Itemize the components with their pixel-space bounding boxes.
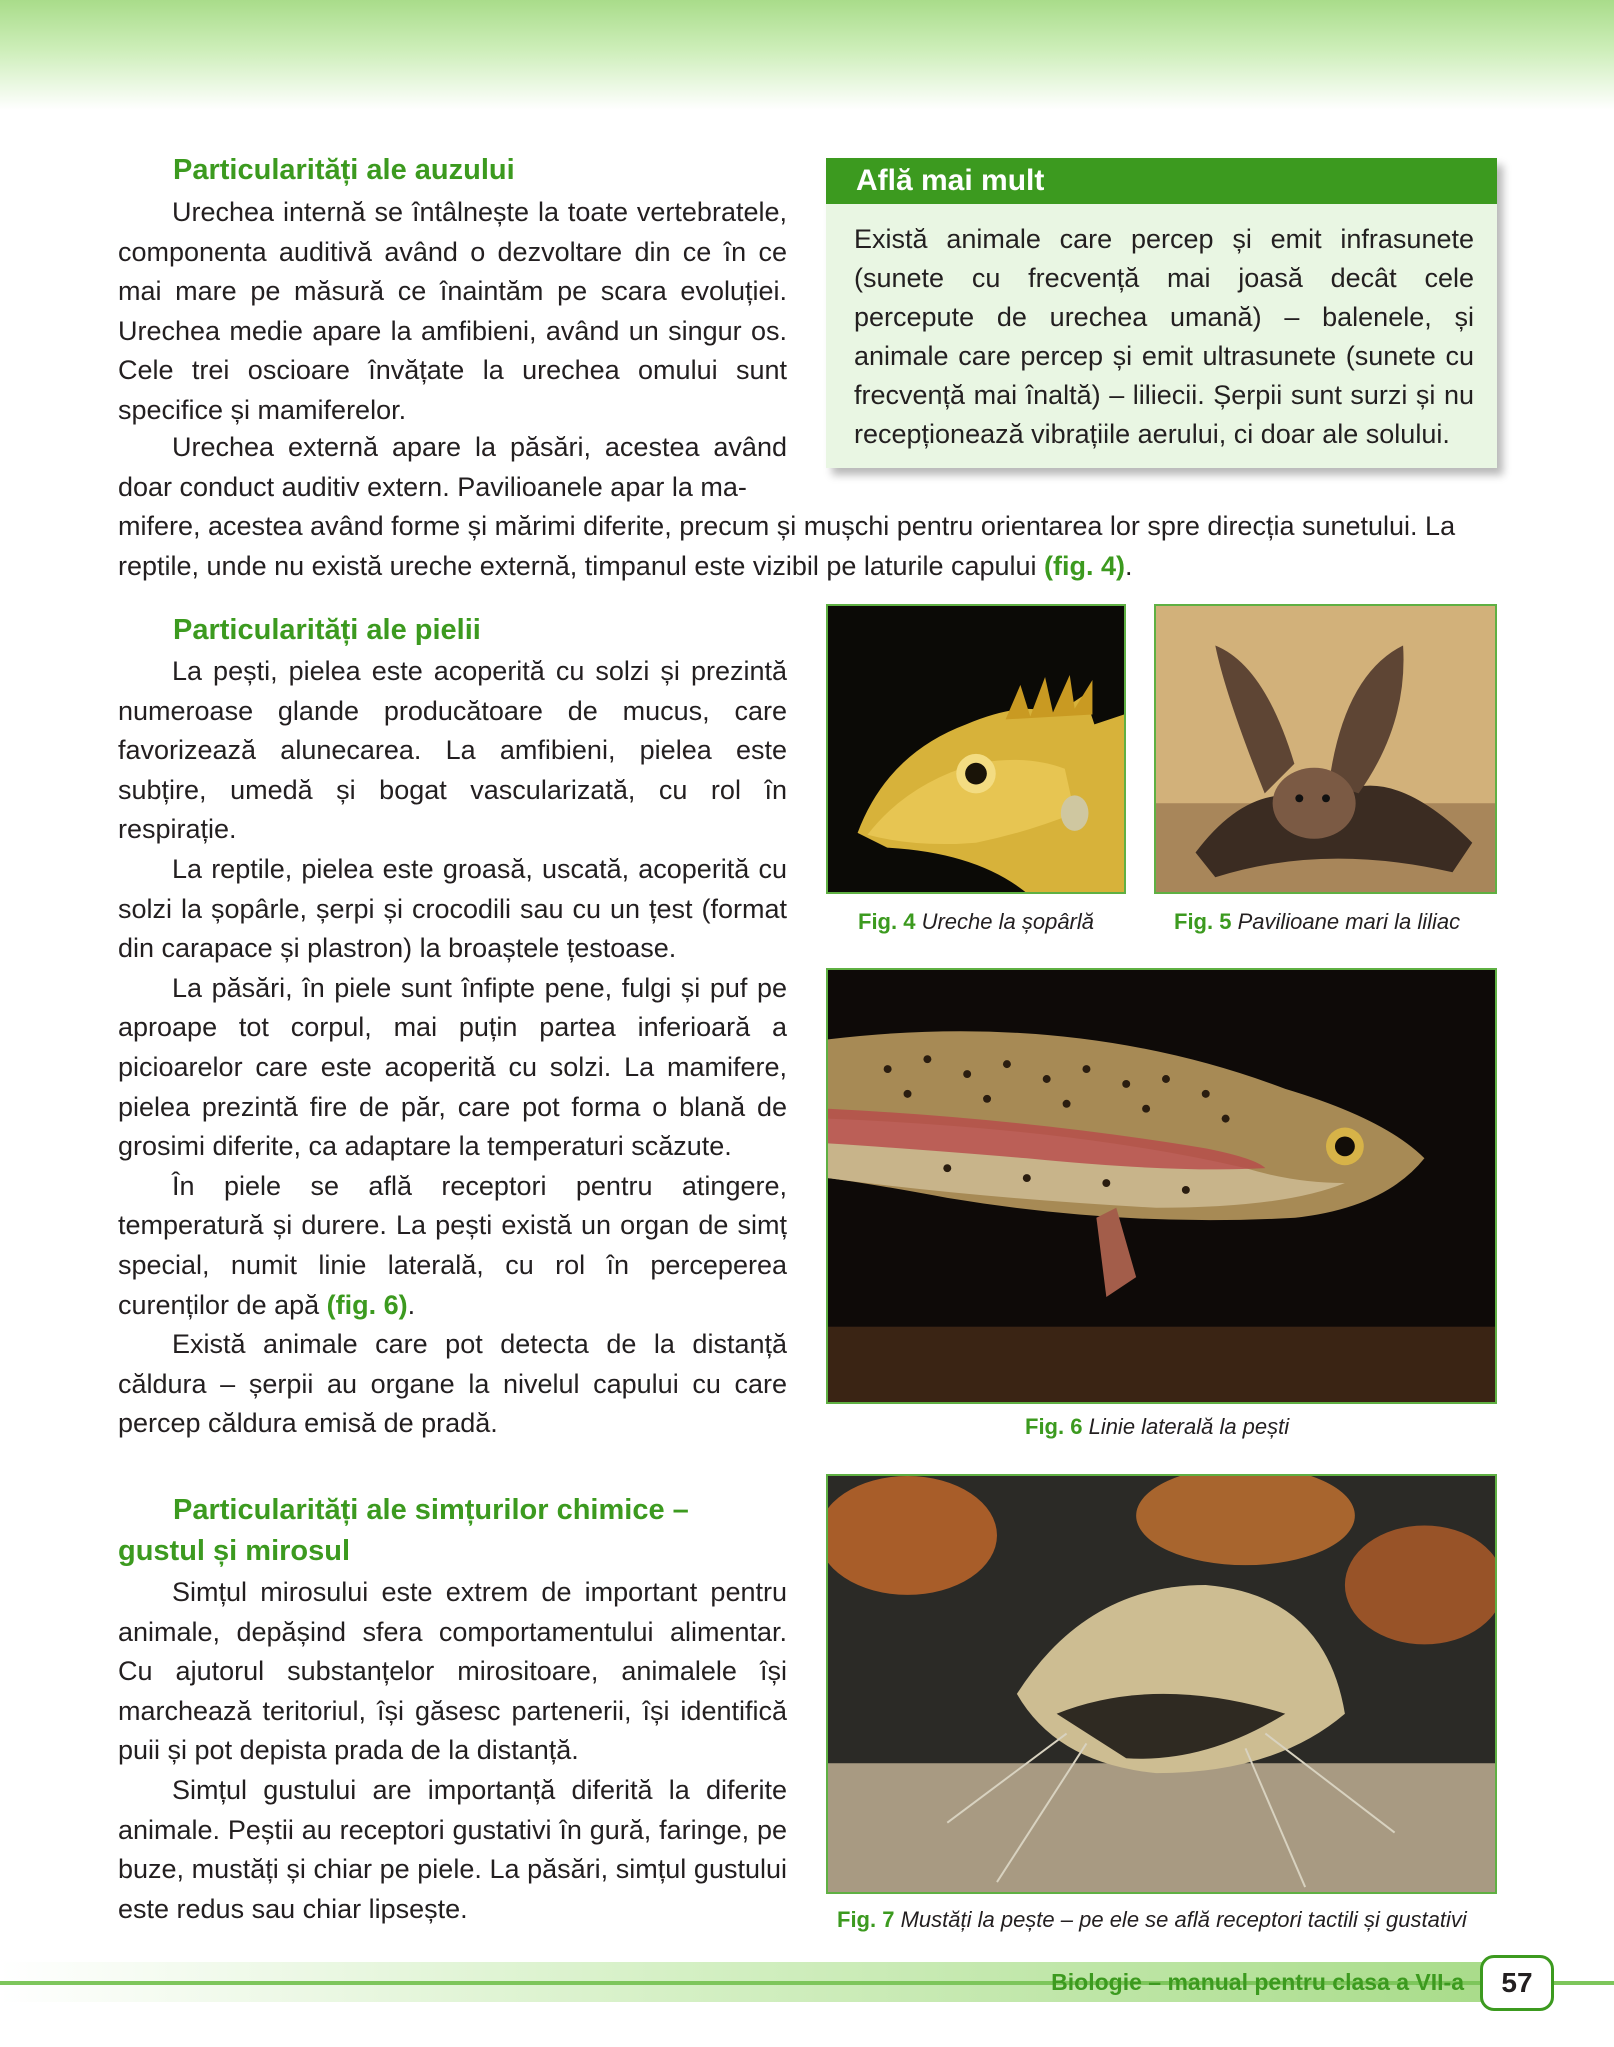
figure-5-bat-image xyxy=(1154,604,1497,894)
skin-paragraphs xyxy=(118,652,787,1444)
figure-7-caption xyxy=(837,1906,1467,1934)
bat-illustration xyxy=(1156,606,1495,892)
fig4-reference[interactable]: (fig. 4) xyxy=(1044,550,1126,581)
figure-5-caption-text: Pavilioane mari la liliac xyxy=(1237,909,1461,934)
footer-book-title: Biologie – manual pentru clasa a VII-a xyxy=(1051,1969,1464,1995)
figure-6-caption xyxy=(1025,1413,1289,1441)
section-title-chemical-line1: Particularități ale simțurilor chimice – xyxy=(173,1494,689,1526)
top-decorative-band xyxy=(0,0,1614,110)
section-title-chemical-line2: gustul și mirosul xyxy=(118,1535,351,1567)
figure-6-fish-image xyxy=(826,968,1497,1404)
hearing-text-2-end: . xyxy=(1125,550,1133,581)
hearing-text-2-part-a: Urechea externă apare la păsări, acestea având doar conduct auditiv extern. Pavilioanele apar la ma- xyxy=(118,432,787,502)
figure-4-number: Fig. 4 xyxy=(858,909,916,934)
figure-6-caption-text: Linie laterală la pești xyxy=(1088,1414,1290,1439)
trout-illustration xyxy=(828,970,1495,1402)
section-title-hearing: Particularități ale auzului xyxy=(173,154,515,186)
figure-7-catfish-image xyxy=(826,1474,1497,1894)
section-title-skin: Particularități ale pielii xyxy=(173,614,481,646)
skin-text-4 xyxy=(118,1167,787,1325)
skin-text-4-end: . xyxy=(407,1289,416,1320)
figure-7-caption-text: Mustăți la pește – pe ele se află receptori tactili și gustativi xyxy=(900,1907,1467,1932)
hearing-text-1: Urechea internă se întâlnește la toate vertebratele, componenta auditivă având o dezvoltare din ce în ce mai mare pe măsură ce înaintăm pe scara evoluției. Urechea medie apare la amfibieni, având un singur os. Cele trei oscioare învățate la urechea omului sunt specifice și mamiferelor. xyxy=(118,197,787,425)
skin-text-2: La reptile, pielea este groasă, uscată, acoperită cu solzi la șopârle, șerpi și crocodili sau cu un țest (format din carapace și plastron) la broaștele țestoase. xyxy=(118,853,787,964)
figure-5-number: Fig. 5 xyxy=(1174,909,1232,934)
figure-7-number: Fig. 7 xyxy=(837,1907,895,1932)
figure-5-caption xyxy=(1174,908,1460,936)
info-box-title: Află mai mult xyxy=(826,158,1497,204)
catfish-illustration xyxy=(828,1476,1495,1892)
skin-text-3: La păsări, în piele sunt înfipte pene, fulgi și puf pe aproape tot corpul, mai puțin partea inferioară a picioarelor care este acoperită cu solzi. La mamifere, pielea prezintă fire de păr, care pot forma o blană de grosimi diferite, ca adaptare la temperaturi scăzute. xyxy=(118,972,787,1162)
info-box-text: Există animale care percep și emit infrasunete (sunete cu frecvență mai joasă decât cele percepute de urechea umană) – balenele, și animale care percep și emit ultrasunete (sunete cu frecvență mai înaltă) – liliecii. Șerpii sunt surzi și nu recepționează vibrațiile aerului, ci doar ale solului. xyxy=(854,224,1474,449)
skin-text-4-body: În piele se află receptori pentru atingere, temperatură și durere. La pești există un organ de simț special, numit linie laterală, cu rol în perceperea curenților de apă xyxy=(118,1170,787,1320)
skin-text-1: La pești, pielea este acoperită cu solzi și prezintă numeroase glande producătoare de mucus, care favorizează alunecarea. La amfibieni, pielea este subțire, umedă și bogat vascularizată, cu rol în respirație. xyxy=(118,656,787,845)
figure-4-caption xyxy=(858,908,1094,936)
skin-text-5: Există animale care pot detecta de la distanță căldura – șerpii au organe la nivelul capului cu care percep căldura emisă de pradă. xyxy=(118,1329,787,1439)
fig6-reference[interactable]: (fig. 6) xyxy=(326,1289,408,1320)
chemical-text-2: Simțul gustului are importanță diferită la diferite animale. Peștii au receptori gustativi în gură, faringe, pe buze, mustăți și chiar pe piele. La păsări, simțul gustului este redus sau chiar lipsește. xyxy=(118,1774,787,1924)
chemical-paragraphs xyxy=(118,1573,787,1929)
info-box xyxy=(826,158,1497,468)
page-number: 57 xyxy=(1480,1955,1554,2011)
hearing-paragraph-1 xyxy=(118,193,787,431)
figure-4-lizard-image xyxy=(826,604,1126,894)
chemical-text-1: Simțul mirosului este extrem de important pentru animale, depășind sfera comportamentului alimentar. Cu ajutorul substanțelor mirositoare, animalele își marchează teritoriul, își găsesc partenerii, își identifică puii și pot depista prada de la distanță. xyxy=(118,1577,787,1766)
hearing-text-2-part-b: mifere, acestea având forme și mărimi diferite, precum și mușchi pentru orientarea lor spre direcția sunetului. La reptile, unde nu există ureche externă, timpanul este vizibil pe laturile capului (fig. 4). xyxy=(118,511,1456,581)
lizard-illustration xyxy=(828,606,1124,892)
figure-4-caption-text: Ureche la șopârlă xyxy=(921,909,1095,934)
figure-6-number: Fig. 6 xyxy=(1025,1414,1083,1439)
